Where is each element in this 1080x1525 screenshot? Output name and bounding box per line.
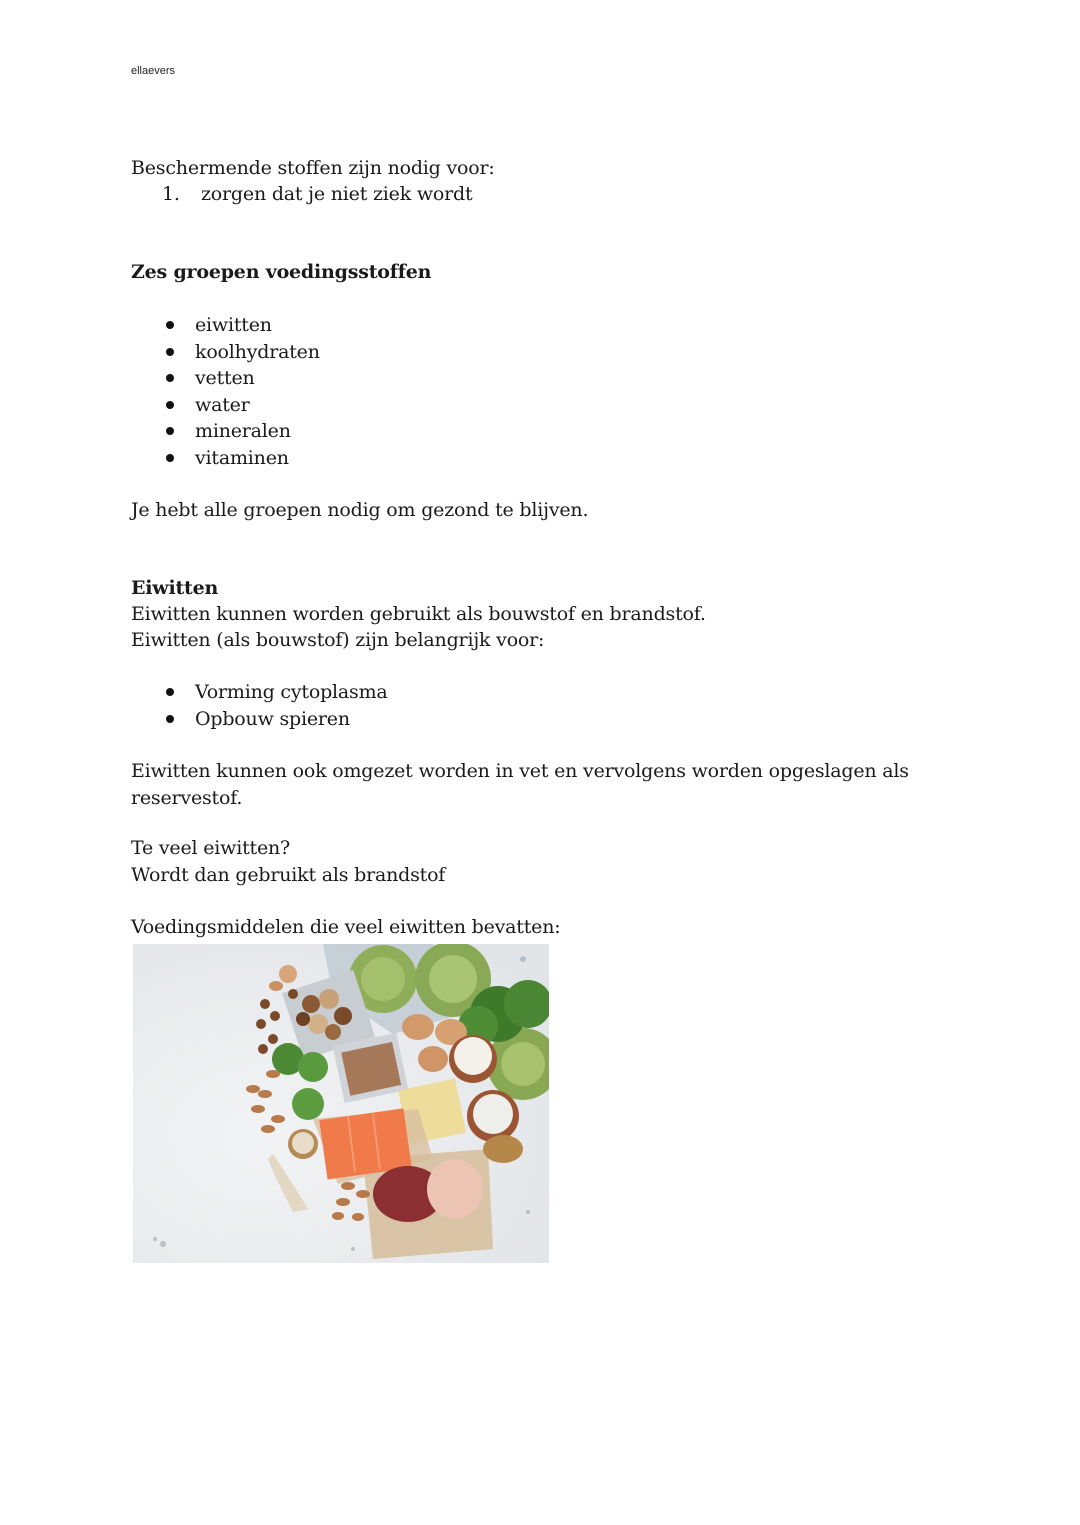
eiwitten-answer: Wordt dan gebruikt als brandstof — [131, 864, 446, 886]
eiwitten-question: Te veel eiwitten? — [131, 837, 291, 859]
section-heading-eiwitten: Eiwitten — [131, 577, 219, 599]
bullet-icon — [166, 321, 174, 329]
bullet-icon — [166, 715, 174, 723]
intro-text: Beschermende stoffen zijn nodig voor: — [131, 157, 495, 179]
eiwitten-line-1: Eiwitten kunnen worden gebruikt als bouwstof en brandstof. — [131, 603, 706, 625]
protein-foods-image — [133, 944, 549, 1263]
list-item: water — [162, 392, 320, 419]
numbered-item-number: 1. — [162, 183, 180, 205]
list-item: vitaminen — [162, 445, 320, 472]
bullet-icon — [166, 374, 174, 382]
bullet-icon — [166, 348, 174, 356]
list-item: Opbouw spieren — [162, 706, 388, 733]
foods-label: Voedingsmiddelen die veel eiwitten bevatten: — [131, 916, 561, 938]
eiwitten-uses-list — [162, 679, 388, 732]
numbered-item-text: zorgen dat je niet ziek wordt — [201, 183, 473, 205]
nutrient-groups-list — [162, 312, 320, 471]
groups-conclusion: Je hebt alle groepen nodig om gezond te blijven. — [131, 499, 589, 521]
section-heading-groups: Zes groepen voedingsstoffen — [131, 261, 432, 283]
list-item: eiwitten — [162, 312, 320, 339]
protein-foods-illustration — [133, 944, 549, 1263]
bullet-icon — [166, 401, 174, 409]
author-name: ellaevers — [131, 65, 176, 77]
list-item: vetten — [162, 365, 320, 392]
eiwitten-line-2: Eiwitten (als bouwstof) zijn belangrijk voor: — [131, 629, 545, 651]
list-item: mineralen — [162, 418, 320, 445]
list-item: Vorming cytoplasma — [162, 679, 388, 706]
list-item: koolhydraten — [162, 339, 320, 366]
eiwitten-paragraph-line-1: Eiwitten kunnen ook omgezet worden in vet en vervolgens worden opgeslagen als — [131, 760, 909, 782]
bullet-icon — [166, 427, 174, 435]
bullet-icon — [166, 688, 174, 696]
bullet-icon — [166, 454, 174, 462]
eiwitten-paragraph-line-2: reservestof. — [131, 787, 243, 809]
